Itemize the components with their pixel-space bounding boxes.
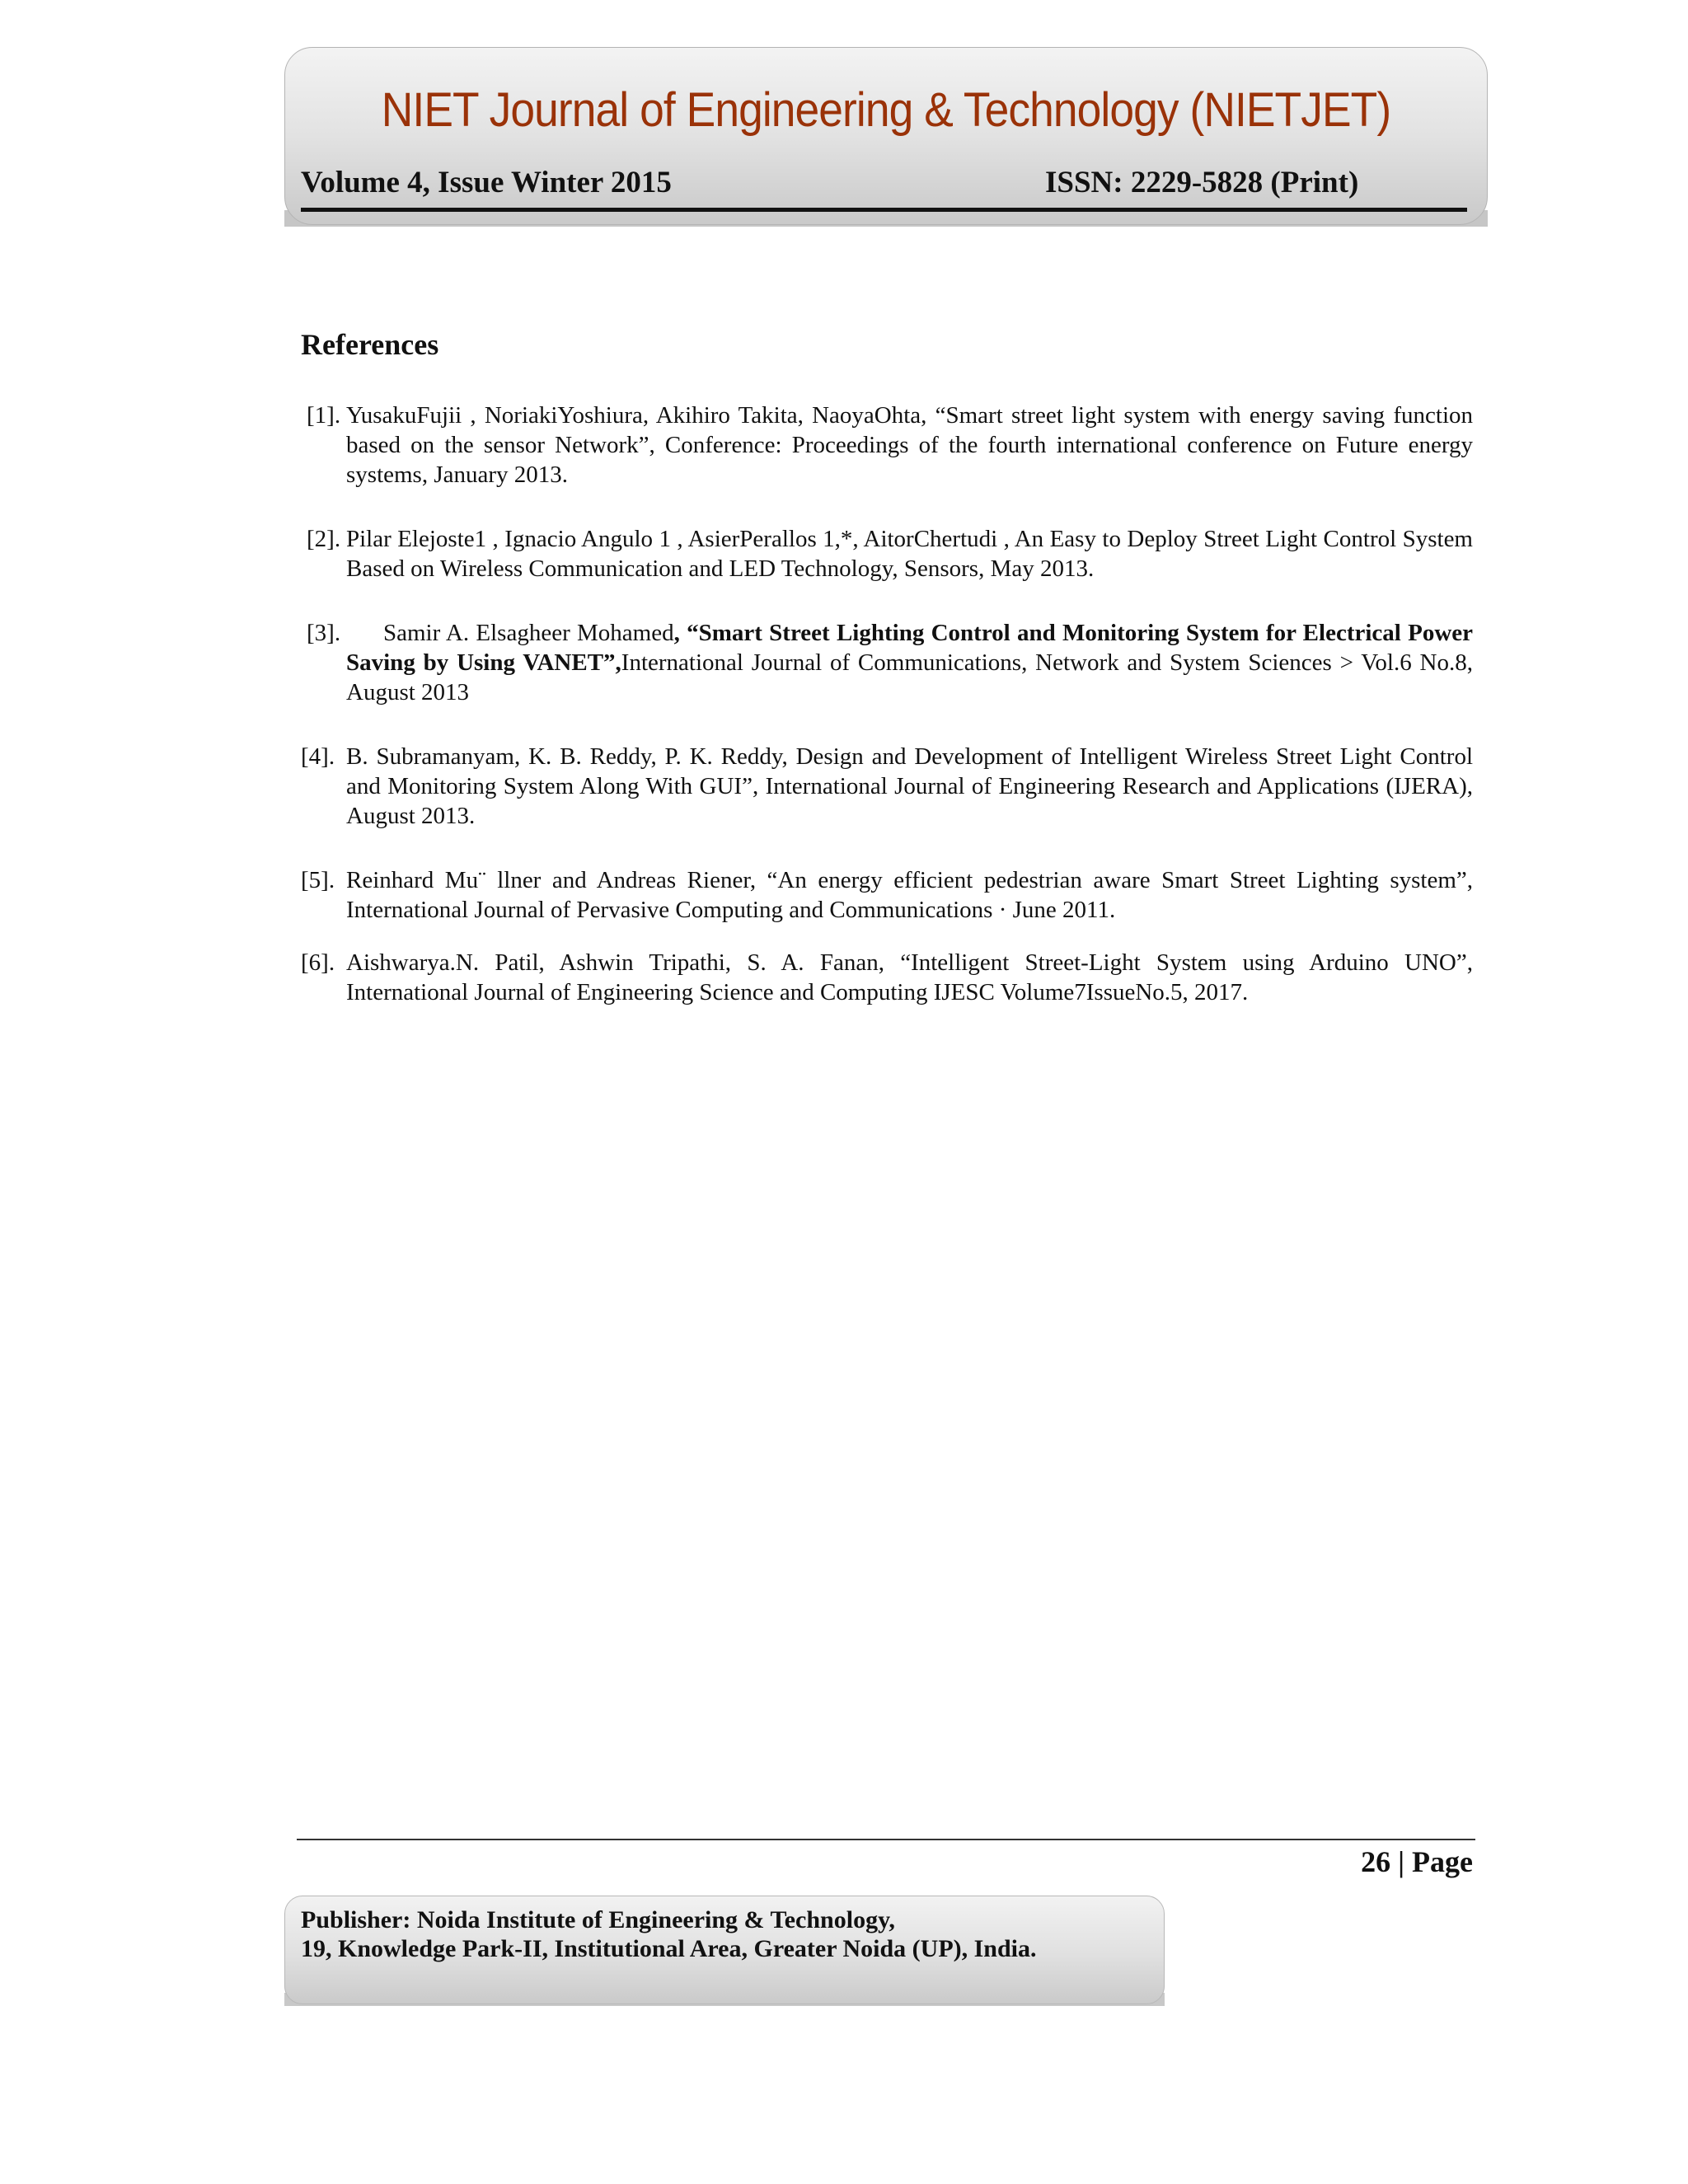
reference-number: [3]. bbox=[307, 620, 341, 646]
reference-item-5 bbox=[301, 865, 1473, 925]
reference-text: B. Subramanyam, K. B. Reddy, P. K. Reddy, Design and Development of Intelligent Wireless Street Light Control and Monitoring System Along With GUI”, International Journal of Engineering Research and Applications (IJERA), August 2013. bbox=[346, 743, 1473, 829]
reference-text: Pilar Elejoste1 , Ignacio Angulo 1 , AsierPerallos 1,*, AitorChertudi , An Easy to Deploy Street Light Control System Based on Wireless Communication and LED Technology, Sensors, May 2013. bbox=[346, 526, 1473, 582]
reference-text: YusakuFujii , NoriakiYoshiura, Akihiro Takita, NaoyaOhta, “Smart street light system with energy saving function based on the sensor Network”, Conference: Proceedings of the fourth international conference on Future energy systems, January 2013. bbox=[346, 402, 1473, 488]
references-heading: References bbox=[301, 328, 439, 361]
volume-issue: Volume 4, Issue Winter 2015 bbox=[301, 166, 672, 199]
reference-item-1 bbox=[307, 401, 1473, 490]
reference-author: Samir A. Elsagheer Mohamed bbox=[383, 620, 674, 646]
issn-number: ISSN: 2229-5828 (Print) bbox=[1045, 166, 1359, 199]
reference-item-3 bbox=[307, 618, 1474, 707]
reference-text: Aishwarya.N. Patil, Ashwin Tripathi, S. A. Fanan, “Intelligent Street-Light System using Arduino UNO”, International Journal of Engineering Science and Computing IJESC Volume7IssueNo.5, 2017. bbox=[346, 949, 1473, 1005]
reference-item-2 bbox=[307, 524, 1473, 583]
reference-number: [5]. bbox=[301, 867, 335, 893]
reference-source: International Journal of Communications, Network and System Sciences > Vol.6 No.8, August 2013 bbox=[346, 649, 1473, 705]
reference-item-6 bbox=[301, 948, 1473, 1007]
reference-title-bold: , “Smart Street Lighting Control and Monitoring System for Electrical Power Saving by Using VANET”, bbox=[346, 620, 1474, 676]
reference-item-4 bbox=[301, 742, 1473, 831]
journal-title: NIET Journal of Engineering & Technology (NIETJET) bbox=[381, 83, 1391, 137]
reference-number: [6]. bbox=[301, 949, 335, 976]
reference-number: [4]. bbox=[301, 743, 335, 770]
reference-number: [2]. bbox=[307, 526, 341, 552]
header-rule bbox=[301, 208, 1467, 212]
footer-rule bbox=[297, 1839, 1475, 1840]
publisher-name: Publisher: Noida Institute of Engineering & Technology, bbox=[301, 1906, 895, 1933]
publisher-address: 19, Knowledge Park-II, Institutional Area, Greater Noida (UP), India. bbox=[301, 1935, 1037, 1962]
reference-text: Reinhard Mu¨ llner and Andreas Riener, “An energy efficient pedestrian aware Smart Street Lighting system”, International Journal of Pervasive Computing and Communications · June 2011. bbox=[346, 867, 1473, 923]
page-number: 26 | Page bbox=[1361, 1845, 1473, 1878]
reference-number: [1]. bbox=[307, 402, 341, 429]
